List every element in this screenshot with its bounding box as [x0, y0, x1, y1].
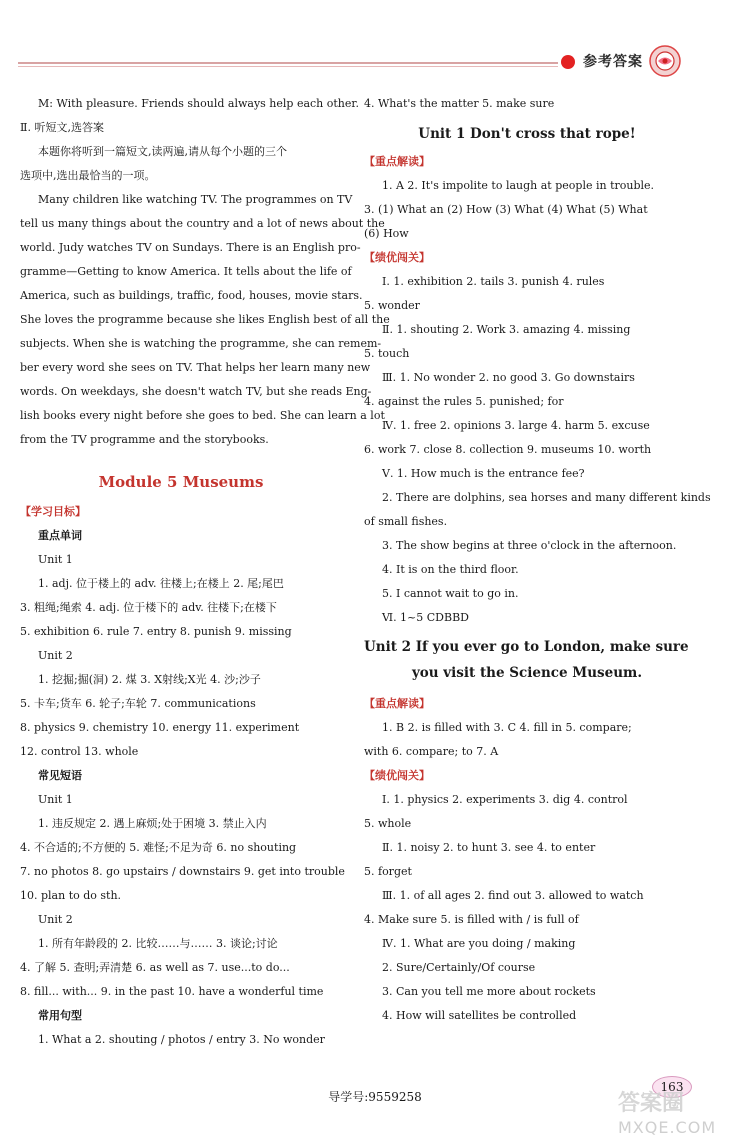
page-header	[0, 0, 750, 90]
watermark-url: MXQE.COM	[618, 1118, 717, 1137]
right-column	[364, 92, 711, 1028]
answer-line: 5. wonder	[364, 299, 420, 312]
unit-label: Unit 2	[38, 913, 73, 926]
answer-line: 4. What's the matter 5. make sure	[364, 97, 555, 110]
answer-line: Ⅴ. 1. How much is the entrance fee?	[382, 467, 585, 480]
vocab-line: 8. physics 9. chemistry 10. energy 11. experiment	[20, 721, 300, 734]
answer-line: Ⅲ. 1. of all ages 2. find out 3. allowed to watch	[382, 889, 644, 902]
unit1-title: Unit 1 Don't cross that rope!	[418, 126, 636, 142]
phrase-line: 7. no photos 8. go upstairs / downstairs 9. get into trouble	[20, 865, 345, 878]
answer-line: (6) How	[364, 227, 409, 240]
phrase-heading: 常见短语	[38, 769, 82, 782]
passage-line: from the TV programme and the storybooks.	[20, 433, 269, 446]
exercise-tag: 【绩优闯关】	[364, 769, 430, 782]
passage-line: ber every word she sees on TV. That helps her learn many new	[20, 361, 371, 374]
passage-line: America, such as buildings, traffic, food, houses, movie stars.	[20, 289, 363, 302]
header-title: 参考答案	[583, 54, 643, 70]
passage-line: world. Judy watches TV on Sundays. There is an English pro-	[20, 241, 361, 254]
phrase-line: 1. 所有年龄段的 2. 比较……与…… 3. 谈论;讨论	[38, 937, 278, 950]
vocab-line: 5. 卡车;货车 6. 轮子;车轮 7. communications	[20, 697, 256, 710]
answer-line: 5. touch	[364, 347, 410, 360]
key-points-tag: 【重点解读】	[364, 155, 430, 168]
phrase-line: 1. 违反规定 2. 遇上麻烦;处于困境 3. 禁止入内	[38, 817, 267, 830]
vocab-line: 1. adj. 位于楼上的 adv. 往楼上;在楼上 2. 尾;尾巴	[38, 577, 284, 590]
globe-logo-icon	[648, 44, 682, 78]
answer-line: Ⅱ. 1. noisy 2. to hunt 3. see 4. to enter	[382, 841, 596, 854]
passage-line: She loves the programme because she likes English best of all the	[20, 313, 390, 326]
answer-line: 4. Make sure 5. is filled with / is full of	[364, 913, 579, 926]
answer-line: 4. It is on the third floor.	[382, 563, 519, 576]
answer-line: Ⅰ. 1. physics 2. experiments 3. dig 4. control	[382, 793, 628, 806]
answer-line: with 6. compare; to 7. A	[364, 745, 499, 758]
section-heading: Ⅱ. 听短文,选答案	[20, 121, 104, 134]
module-title: Module 5 Museums	[98, 473, 264, 491]
answer-line: 2. Sure/Certainly/Of course	[382, 961, 536, 974]
answer-line: 1. A 2. It's impolite to laugh at people in trouble.	[382, 179, 655, 192]
passage-line: gramme—Getting to know America. It tells about the life of	[20, 265, 352, 278]
text-line: M: With pleasure. Friends should always help each other.	[38, 97, 359, 110]
unit-label: Unit 1	[38, 793, 73, 806]
phrase-line: 10. plan to do sth.	[20, 889, 122, 902]
answer-line: 6. work 7. close 8. collection 9. museums 10. worth	[364, 443, 652, 456]
phrase-line: 4. 不合适的;不方便的 5. 难怪;不足为奇 6. no shouting	[20, 841, 297, 854]
vocab-line: 1. 挖掘;掘(洞) 2. 煤 3. X射线;X光 4. 沙;沙子	[38, 673, 261, 686]
vocab-heading: 重点单词	[38, 529, 82, 542]
answer-line: of small fishes.	[364, 515, 448, 528]
vocab-line: 5. exhibition 6. rule 7. entry 8. punish 9. missing	[20, 625, 292, 638]
answer-line: 4. How will satellites be controlled	[382, 1009, 577, 1022]
answer-line: 5. whole	[364, 817, 412, 830]
exercise-tag: 【绩优闯关】	[364, 251, 430, 264]
unit2-title-line2: you visit the Science Museum.	[411, 665, 643, 681]
key-points-tag: 【重点解读】	[364, 697, 430, 710]
page-number: 163	[652, 1076, 692, 1098]
vocab-line: 12. control 13. whole	[20, 745, 139, 758]
learning-goal-tag: 【学习目标】	[20, 505, 86, 518]
header-red-dot-icon	[561, 55, 575, 69]
vocab-line: 3. 粗绳;绳索 4. adj. 位于楼下的 adv. 往楼下;在楼下	[20, 601, 277, 614]
answer-line: 1. B 2. is filled with 3. C 4. fill in 5. compare;	[382, 721, 632, 734]
answer-line: Ⅰ. 1. exhibition 2. tails 3. punish 4. rules	[382, 275, 605, 288]
header-rule-thin	[18, 66, 558, 67]
answer-line: Ⅳ. 1. What are you doing / making	[382, 937, 576, 950]
unit2-title-line1: Unit 2 If you ever go to London, make sure	[364, 639, 689, 655]
guide-number: 导学号:9559258	[328, 1090, 422, 1104]
unit-label: Unit 2	[38, 649, 73, 662]
answer-line: 3. The show begins at three o'clock in the afternoon.	[382, 539, 677, 552]
text-line: 选项中,选出最恰当的一项。	[20, 169, 156, 182]
phrase-line: 8. fill... with... 9. in the past 10. have a wonderful time	[20, 985, 324, 998]
answer-line: 3. Can you tell me more about rockets	[382, 985, 596, 998]
sentence-line: 1. What a 2. shouting / photos / entry 3. No wonder	[38, 1033, 325, 1046]
answer-line: Ⅱ. 1. shouting 2. Work 3. amazing 4. missing	[382, 323, 631, 336]
header-rule	[18, 62, 558, 64]
answer-line: 5. I cannot wait to go in.	[382, 587, 519, 600]
sentence-heading: 常用句型	[38, 1009, 82, 1022]
passage-line: words. On weekdays, she doesn't watch TV, but she reads Eng-	[20, 385, 372, 398]
answer-line: 3. (1) What an (2) How (3) What (4) What (5) What	[364, 203, 648, 216]
answer-line: Ⅳ. 1. free 2. opinions 3. large 4. harm 5. excuse	[382, 419, 650, 432]
phrase-line: 4. 了解 5. 查明;弄清楚 6. as well as 7. use...to do...	[20, 961, 290, 974]
passage-line: tell us many things about the country and a lot of news about the	[20, 217, 385, 230]
passage-line: Many children like watching TV. The programmes on TV	[38, 193, 353, 206]
text-line: 本题你将听到一篇短文,读两遍,请从每个小题的三个	[38, 145, 287, 158]
answer-line: 2. There are dolphins, sea horses and many different kinds	[382, 491, 711, 504]
answer-line: Ⅵ. 1~5 CDBBD	[382, 611, 469, 624]
unit-label: Unit 1	[38, 553, 73, 566]
passage-line: lish books every night before she goes to bed. She can learn a lot	[20, 409, 385, 422]
answer-line: 4. against the rules 5. punished; for	[364, 395, 564, 408]
watermark-logo: 答案圈	[618, 1091, 685, 1116]
answer-line: 5. forget	[364, 865, 412, 878]
answer-line: Ⅲ. 1. No wonder 2. no good 3. Go downstairs	[382, 371, 635, 384]
passage-line: subjects. When she is watching the programme, she can remem-	[20, 337, 382, 350]
